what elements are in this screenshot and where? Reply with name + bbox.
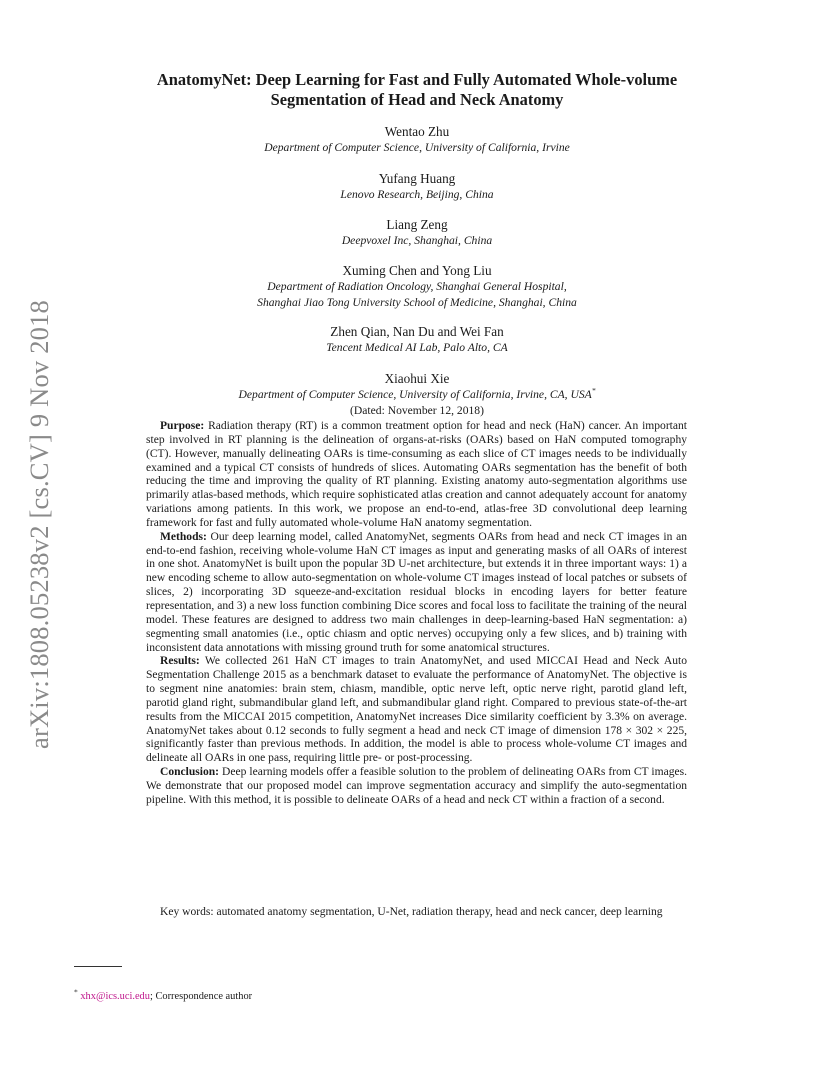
author-block-3 [100, 217, 734, 249]
author-block-6 [100, 371, 734, 418]
abstract [146, 420, 687, 808]
footnote-marker: * [591, 386, 596, 396]
author-affiliation: Lenovo Research, Beijing, China [340, 188, 494, 201]
email-link[interactable]: xhx@ics.uci.edu [80, 991, 150, 1002]
results-text: We collected 261 HaN CT images to train AnatomyNet, and used MICCAI Head and Neck Auto Segmentation Challenge 2015 as a benchmark dataset to evaluate the performance of AnatomyNet. The objective is to segment nine anatomies: brain stem, chiasm, mandible, optic nerve left, optic nerve right, parotid gland left, parotid gland right, submandibular gland left, and submandibular gland right. Compared to previous state-of-the-art results from the MICCAI 2015 competition, AnatomyNet increases Dice similarity coefficient by 3.3% on average. AnatomyNet takes about 0.12 seconds to fully segment a head and neck CT image of dimension 178 × 302 × 225, significantly faster than previous methods. In addition, the model is able to process whole-volume CT images and delineate all OARs in one pass, requiring little pre- or post-processing. [146, 655, 687, 765]
author-affiliation: Department of Computer Science, University of California, Irvine, CA, USA* [238, 386, 596, 401]
author-affiliation: Tencent Medical AI Lab, Palo Alto, CA [326, 341, 508, 354]
keywords-text: Key words: automated anatomy segmentation, U-Net, radiation therapy, head and neck cancer, deep learning [160, 906, 663, 918]
purpose-text: Radiation therapy (RT) is a common treatment option for head and neck (HaN) cancer. An important step involved in RT planning is the delineation of organs-at-risks (OARs) based on HaN computed tomography (CT). However, manually delineating OARs is time-consuming as each slice of CT images needs to be individually examined and a typical CT consists of hundreds of slices. Automating OARs segmentation has the benefit of both reducing the time and improving the quality of RT planning. Existing anatomy auto-segmentation algorithms use primarily atlas-based methods, which require sophisticated atlas creation and cannot adequately account for anatomy variations among patients. In this work, we propose an end-to-end, atlas-free 3D convolutional deep learning framework for fast and fully automated whole-volume HaN anatomy segmentation. [146, 420, 687, 529]
author-block-1 [100, 124, 734, 156]
purpose-label: Purpose: [160, 420, 205, 432]
author-block-5 [100, 324, 734, 356]
conclusion-text: Deep learning models offer a feasible solution to the problem of delineating OARs from CT images. We demonstrate that our proposed model can improve segmentation accuracy and simplify the auto-segmentation pipeline. With this method, it is possible to delineate OARs of a head and neck CT within a fraction of a second. [146, 766, 687, 806]
arxiv-stamp-text: arXiv:1808.05238v2 [cs.CV] 9 Nov 2018 [24, 299, 55, 749]
title-line-1: AnatomyNet: Deep Learning for Fast and Fully Automated Whole-volume [156, 70, 678, 89]
footnote-divider [74, 966, 122, 967]
methods-text: Our deep learning model, called AnatomyNet, segments OARs from head and neck CT images in an end-to-end fashion, receiving whole-volume HaN CT images as input and generating masks of all OARs of interest in one shot. AnatomyNet is built upon the popular 3D U-net architecture, but extends it in three important ways: 1) a new encoding scheme to allow auto-segmentation on whole-volume CT images instead of local patches or subsets of slices, 2) incorporating 3D squeeze-and-excitation residual blocks in encoding layers for better feature representation, and 3) a new loss function combining Dice scores and focal loss to facilitate the training of the neural model. These features are designed to address two main challenges in deep-learning-based HaN segmentation: a) segmenting small anatomies (i.e., optic chiasm and optic nerves) occupying only a few slices, and b) training with inconsistent data annotations with missing ground truth for some anatomical structures. [146, 530, 687, 654]
author-block-4 [100, 263, 734, 310]
author-affiliation-line-2: Shanghai Jiao Tong University School of Medicine, Shanghai, China [257, 295, 577, 309]
arxiv-identifier-stamp [17, 289, 63, 759]
methods-label: Methods: [160, 530, 207, 543]
footnote-text: ; Correspondence author [149, 991, 253, 1002]
author-affiliation-line-1: Department of Radiation Oncology, Shanghai General Hospital, [267, 280, 567, 293]
paper-title [100, 70, 734, 110]
abstract-conclusion [146, 766, 687, 808]
footnote [74, 987, 253, 1004]
author-name: Xiaohui Xie [384, 371, 450, 386]
author-name: Wentao Zhu [384, 124, 450, 139]
author-affiliation: Deepvoxel Inc, Shanghai, China [341, 234, 493, 247]
results-label: Results: [160, 655, 200, 668]
dated-line: (Dated: November 12, 2018) [350, 403, 484, 417]
conclusion-label: Conclusion: [160, 766, 220, 779]
abstract-methods [146, 531, 687, 656]
author-affiliation: Department of Computer Science, University of California, Irvine [264, 141, 570, 154]
author-block-2 [100, 171, 734, 203]
title-line-2: Segmentation of Head and Neck Anatomy [270, 90, 564, 109]
footnote-marker: * [74, 987, 78, 997]
author-name: Xuming Chen and Yong Liu [342, 263, 492, 278]
author-name: Yufang Huang [378, 171, 456, 186]
keywords [146, 905, 687, 919]
abstract-purpose [146, 420, 687, 531]
abstract-results [146, 655, 687, 766]
author-name: Zhen Qian, Nan Du and Wei Fan [330, 324, 504, 339]
author-name: Liang Zeng [386, 217, 448, 232]
